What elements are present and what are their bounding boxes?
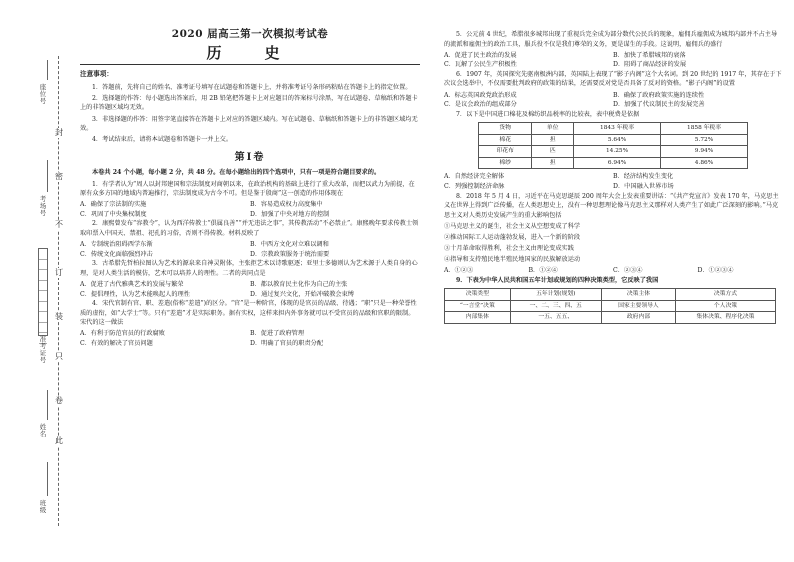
- q2-stem: 2．康熙曾发布“容教令”，认为西洋传教士“俱属良善”“并无违法之事”，其传教活动“不必禁止”。康熙晚年要求传教士领取印票入中国天、禁祖、祀孔的习俗，否则不得传教。材料反映了: [80, 220, 419, 237]
- question-3: [80, 259, 420, 299]
- q2-option-c[interactable]: C．传统文化面临强烈冲击: [80, 250, 153, 258]
- table-cell: “一言堂”决策: [445, 300, 511, 312]
- table-cell: 5.64%: [574, 134, 661, 146]
- table-cell: 个人决策: [675, 300, 775, 312]
- q7-stem: 7．以下是中国进口棉花及棉纺织品税率的比较表，表中税费是依据: [456, 110, 640, 118]
- table-header-cell: 货物: [479, 123, 532, 135]
- table-cell: 5.72%: [661, 134, 748, 146]
- table-cell: 4.86%: [661, 157, 748, 169]
- table-cell: 国家主要领导人: [601, 300, 675, 312]
- table-header-cell: 1843 年税率: [574, 123, 661, 135]
- seal-char-7: 卷: [55, 396, 63, 405]
- table-row: [445, 312, 776, 324]
- q5-option-b[interactable]: B．加快了希腊城邦的衰落: [613, 51, 686, 59]
- q5-option-c[interactable]: C．瓦解了公民生产积极性: [444, 61, 517, 69]
- q9-stem: 9．下表为中华人民共和国五年计划或规划的四种决策类型，它反映了我国: [456, 276, 659, 284]
- table-cell: 政府内部: [601, 312, 675, 324]
- q3-options: [80, 280, 420, 299]
- table-header-cell: 五年计划(规划): [510, 289, 601, 301]
- notice-item-2: 2．选择题的作答：每小题选出答案后，用 2B 铅笔把答题卡上对应题目的答案标号涂黑，写在试题卷、草稿纸和答题卡上的非答题区域均无效。: [80, 94, 418, 112]
- q3-option-d[interactable]: D．通过复兴文化，开始冲破教会束缚: [250, 290, 354, 298]
- exam-room-label: 考场号: [39, 195, 47, 217]
- admission-number-boxes[interactable]: [38, 248, 48, 336]
- seal-char-8: 此: [55, 436, 63, 445]
- q2-option-a[interactable]: A．专制统治阻碍西学东渐: [80, 241, 153, 249]
- q6-option-d[interactable]: D．加强了代议制民主的发展完善: [613, 101, 705, 109]
- section-instruction: 本卷共 24 个小题，每小题 2 分，共 48 分。在每小题给出的四个选项中，只有一项是符合题目要求的。: [92, 169, 381, 177]
- q4-option-b[interactable]: B．促进了政府管理: [250, 330, 305, 338]
- seal-char-2: 密: [55, 172, 63, 181]
- table-row: [445, 300, 776, 312]
- notice-heading: 注意事项：: [80, 70, 113, 79]
- seal-char-3: 不: [55, 220, 63, 229]
- q8-option-c[interactable]: C．②③④: [613, 267, 643, 275]
- table-cell: 担: [532, 134, 574, 146]
- seal-char-1: 封: [55, 128, 63, 137]
- question-2: [80, 219, 420, 259]
- question-6: [444, 70, 782, 110]
- admission-label: 准考证号: [39, 335, 47, 364]
- q8-options: [444, 266, 782, 276]
- q8-option-d[interactable]: D．①②③④: [697, 267, 734, 275]
- table-cell: 一五、五五、: [510, 312, 601, 324]
- q1-options: [80, 200, 420, 219]
- q8-option-a[interactable]: A．①②③: [444, 267, 474, 275]
- section-title: 第Ⅰ卷: [234, 151, 266, 163]
- name-label: 姓名: [39, 423, 47, 438]
- q6-options: [444, 91, 782, 110]
- q8-item-4: ④指导和支持殖民地半殖民地国家的民族解放运动: [444, 256, 581, 264]
- table-cell: 集体决策、程序化决策: [675, 312, 775, 324]
- q4-stem: 4．宋代官制有官、职、差遣(俗称“差遣”)的区分。“官”是一种阶官，体现的是官员的品级、待遇；“职”只是一种荣誉性质的虚衔，如“大学士”等。只有“差遣”才是实际职务。据有实权，这样来担内外事务就可以不受官员的品级和官职的限制。宋代的这一做法: [80, 300, 417, 327]
- table-cell: 内部集体: [445, 312, 511, 324]
- q1-option-d[interactable]: D．加强了中央对地方的控制: [250, 210, 330, 218]
- q1-stem: 1．有学者认为“周人以封邦建国和宗法制度对商朝以来，在政治机构的基础上进行了重大改革，而把以武力为前提，在原有众多方国的地域内普遍推行，宗法制度成为古今不可。但是鉴于殷商”这一创造的作用体现在: [80, 180, 415, 198]
- q7-option-a[interactable]: A．自然经济完全解体: [444, 173, 505, 181]
- q7-option-c[interactable]: C．列强控制经济命脉: [444, 182, 505, 190]
- q3-stem: 3．古希腊先哲柏拉图认为艺术的源泉来自神灵附体，主张拒艺术以诗歌驱逐；亚里士多德则认为艺术源于人类自身的心理，是对人类生活的模仿，艺术可以培养人的理性。二者的共同点是: [80, 260, 418, 277]
- exam-title: 2020 届高三第一次模拟考试卷: [171, 28, 329, 40]
- q1-option-b[interactable]: B．容易造成权力高度集中: [250, 201, 323, 209]
- q3-option-b[interactable]: B．都以教育民主化作为自己的主张: [250, 280, 348, 288]
- q4-option-c[interactable]: C．有效的解决了官员问题: [80, 340, 153, 348]
- q7-option-b[interactable]: B．经济结构发生变化: [613, 173, 674, 181]
- q6-option-b[interactable]: B．确保了政府政策实施的连续性: [613, 91, 705, 99]
- q5-options: [444, 51, 782, 70]
- q8-item-2: ②推动国际工人运动蓬勃发展，进入一个新的阶段: [444, 233, 581, 241]
- q3-option-c[interactable]: C．提倡理性，认为艺术能唤起人的理性: [80, 290, 190, 298]
- table-cell: 一、二、三、四、五: [510, 300, 601, 312]
- table-cell: 棉花: [479, 134, 532, 146]
- binding-strip: [0, 0, 72, 562]
- notice-item-1: 1．答题前，先将自己的姓名、准考证号填写在试题卷和答题卡上，并将准考证号条形码粘贴在答题卡上的指定位置。: [92, 83, 412, 91]
- name-field[interactable]: [47, 390, 48, 420]
- notice-item-4: 4．考试结束后，请将本试题卷和答题卡一并上交。: [92, 136, 233, 144]
- q4-options: [80, 329, 420, 348]
- q8-option-b[interactable]: B．①②④: [528, 267, 558, 275]
- class-label: 班级: [39, 499, 47, 514]
- exam-room-field[interactable]: [47, 160, 48, 192]
- question-1: [80, 180, 420, 220]
- table-row: [479, 157, 748, 169]
- q1-option-c[interactable]: C．巩固了中央集权制度: [80, 210, 147, 218]
- table-cell: 6.94%: [574, 157, 661, 169]
- q7-tariff-table: [478, 122, 748, 169]
- table-header-cell: 决策类型: [445, 289, 511, 301]
- table-row: [479, 134, 748, 146]
- notice-item-3: 3．非选择题的作答：用签字笔直接答在答题卡上对应的答题区域内。写在试题卷、草稿纸和答题卡上的非答题区域均无效。: [80, 115, 418, 133]
- title-rule: [80, 64, 420, 65]
- question-9: [444, 276, 782, 324]
- q8-item-1: ①马克思主义的诞生，社会主义从空想变成了科学: [444, 222, 581, 230]
- table-header-cell: 决策方式: [675, 289, 775, 301]
- seat-label: 座位号: [39, 83, 47, 105]
- seal-char-6: 只: [55, 352, 63, 361]
- table-header-row: [445, 289, 776, 301]
- q6-option-a[interactable]: A．标志英国政党政治形成: [444, 91, 517, 99]
- q8-stem: 8．2018 年 5 月 4 日，习近平在马克思诞辰 200 周年大会上发表重要讲话：“《共产党宣言》发表 170 年，马克思主义在世界上得到广泛传播，在人类思想史上，没有一种思想理论像马克思主义那样对人类产生了如此广泛深刻的影响。”马克思主义对人类历史发展产生的重大影响包括: [444, 192, 779, 219]
- question-4: [80, 299, 420, 348]
- q7-options: [444, 172, 782, 191]
- seal-char-4: 订: [55, 268, 63, 277]
- table-header-cell: 单位: [532, 123, 574, 135]
- seal-line: [58, 56, 59, 526]
- q8-item-3: ③十月革命取得胜利，社会主义由理论变成实践: [444, 245, 574, 252]
- table-cell: 印花布: [479, 146, 532, 158]
- table-cell: 9.94%: [661, 146, 748, 158]
- question-8: [444, 192, 782, 276]
- table-cell: 14.25%: [574, 146, 661, 158]
- q2-option-b[interactable]: B．中西方文化对立难以调和: [250, 241, 329, 249]
- q6-option-c[interactable]: C．是议会政治的组成部分: [444, 101, 517, 109]
- table-header-cell: 1858 年税率: [661, 123, 748, 135]
- seal-char-5: 装: [55, 312, 63, 321]
- q5-option-a[interactable]: A．促进了民主政治的发展: [444, 51, 517, 59]
- q6-stem: 6．1907 年，英国探究先驱南极洲内部，英国陆上表现了“影子内阁”这个大名词。到 20 世纪的 1917 年，其存在于下次议会选举中，不仅需要批判政府的政策的结果，还需要反对党是否具备了反对的资格。“影子内阁”的设置: [444, 70, 782, 88]
- q4-option-d[interactable]: D．明确了官员的职责分配: [250, 340, 324, 348]
- q5-option-d[interactable]: D．阻碍了商品经济的发展: [613, 61, 687, 69]
- table-cell: 棉纱: [479, 157, 532, 169]
- question-5: [444, 30, 782, 70]
- seat-field[interactable]: [47, 60, 48, 80]
- q3-option-a[interactable]: A．促进了古代雅典艺术的发展与繁荣: [80, 280, 184, 288]
- question-7: [444, 110, 782, 192]
- subject-title: 历 史: [206, 43, 294, 62]
- q9-decision-table: [444, 288, 776, 324]
- class-field[interactable]: [47, 462, 48, 496]
- table-cell: 担: [532, 157, 574, 169]
- q1-option-a[interactable]: A．确保了宗法制的实施: [80, 201, 147, 209]
- q2-options: [80, 240, 420, 259]
- table-cell: 匹: [532, 146, 574, 158]
- q2-option-d[interactable]: D．宗教政策服务于统治需要: [250, 250, 330, 258]
- right-column: [444, 30, 782, 324]
- q7-option-d[interactable]: D．中国融入世界市场: [613, 182, 674, 190]
- left-column: [80, 30, 420, 349]
- q5-stem: 5．公元前 4 世纪，希腊很多城邦出现了重视兵完全成为部分数代公民兵的现象，雇佣兵雇佣成为城邦内部并不占主导的流派和雇佣主的政治工具，服兵役不仅是我们尊荣的义务，更是谋生的手段。这说明，雇佣兵的盛行: [444, 31, 778, 48]
- q4-option-a[interactable]: A．有利于防范官员的行政腐败: [80, 330, 165, 338]
- table-header-row: [479, 123, 748, 135]
- table-row: [479, 146, 748, 158]
- table-header-cell: 决策主体: [601, 289, 675, 301]
